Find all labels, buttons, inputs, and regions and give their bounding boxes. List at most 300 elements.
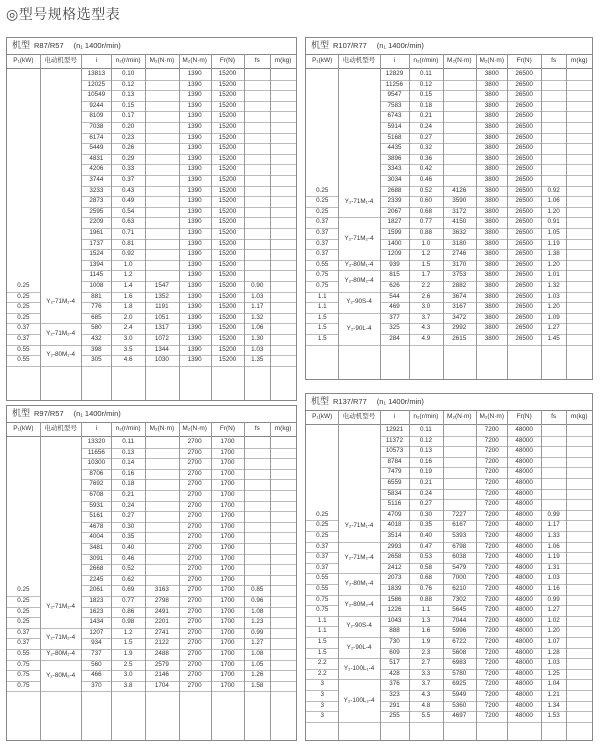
table-cell bbox=[566, 542, 592, 553]
table-cell: 1700 bbox=[220, 586, 235, 594]
table-cell: 26500 bbox=[515, 292, 533, 300]
table-cell: 1.5 bbox=[123, 639, 133, 647]
table-cell: 370 bbox=[91, 681, 102, 689]
column-divider bbox=[541, 410, 542, 740]
table-cell bbox=[244, 448, 270, 459]
table-cell bbox=[443, 143, 476, 154]
table-row bbox=[306, 467, 592, 478]
table-row bbox=[306, 111, 592, 122]
table-cell: 7200 bbox=[484, 500, 499, 508]
column-divider bbox=[380, 410, 381, 740]
table-cell: 15200 bbox=[218, 345, 237, 353]
table-cell bbox=[244, 270, 270, 281]
table-cell: 26500 bbox=[515, 271, 533, 279]
column-divider bbox=[211, 422, 212, 740]
table-cell: 2595 bbox=[89, 207, 104, 215]
table-cell: 15200 bbox=[218, 91, 237, 99]
table-cell: 15200 bbox=[218, 207, 237, 215]
motor-divider bbox=[338, 616, 379, 617]
column-header: i bbox=[95, 57, 98, 64]
table-cell: 1700 bbox=[220, 607, 235, 615]
table-cell bbox=[270, 617, 296, 628]
table-cell: 2992 bbox=[452, 324, 467, 332]
table-cell bbox=[443, 69, 476, 80]
table-row bbox=[7, 164, 296, 175]
table-cell: 2488 bbox=[154, 650, 169, 657]
table-cell: 12921 bbox=[385, 426, 404, 433]
table-cell bbox=[270, 660, 296, 671]
table-cell bbox=[7, 154, 40, 165]
table-cell: 1390 bbox=[187, 229, 202, 236]
table-row bbox=[7, 154, 296, 165]
column-headers bbox=[306, 410, 592, 425]
table-cell bbox=[566, 648, 592, 659]
table-cell: 3 bbox=[320, 712, 324, 720]
table-cell: 0.86 bbox=[122, 607, 135, 615]
column-divider bbox=[244, 422, 245, 740]
table-cell: 1.08 bbox=[251, 650, 264, 657]
table-cell: 0.37 bbox=[17, 628, 30, 636]
table-cell: 0.68 bbox=[419, 207, 433, 215]
table-cell: 0.11 bbox=[419, 426, 432, 433]
table-cell bbox=[566, 626, 592, 637]
table-cell: 1400 bbox=[387, 239, 402, 247]
table-cell: 5834 bbox=[387, 489, 402, 497]
table-cell: 1.20 bbox=[547, 627, 560, 635]
table-cell: 48000 bbox=[515, 701, 533, 709]
table-cell: 5608 bbox=[452, 648, 467, 656]
table-cell: 284 bbox=[389, 335, 400, 342]
table-cell: 10573 bbox=[385, 447, 404, 455]
table-row bbox=[306, 334, 592, 345]
column-divider bbox=[443, 54, 444, 379]
column-headers bbox=[306, 54, 592, 69]
table-cell: 3800 bbox=[484, 324, 499, 332]
table-cell bbox=[270, 281, 296, 292]
column-header: M₂(N·m) bbox=[447, 57, 472, 64]
table-cell: 1.04 bbox=[547, 680, 560, 688]
table-cell: 1390 bbox=[187, 112, 202, 120]
table-cell: 1700 bbox=[220, 438, 235, 445]
table-cell bbox=[7, 143, 40, 154]
table-cell: 7200 bbox=[484, 532, 499, 539]
column-header: M₂(N·m) bbox=[479, 413, 504, 420]
table-cell: 0.13 bbox=[122, 91, 135, 99]
table-cell: 7302 bbox=[452, 595, 467, 603]
table-cell: 0.35 bbox=[122, 533, 135, 541]
table-cell bbox=[270, 585, 296, 596]
table-cell bbox=[244, 143, 270, 154]
table-cell bbox=[270, 196, 296, 207]
table-cell: 1700 bbox=[220, 671, 235, 679]
row-divider bbox=[7, 366, 40, 367]
table-cell: 7200 bbox=[484, 680, 499, 688]
table-cell: 7583 bbox=[387, 101, 402, 109]
table-cell bbox=[566, 457, 592, 468]
table-r87 bbox=[6, 37, 297, 401]
motor-divider bbox=[338, 637, 379, 638]
table-cell: 48000 bbox=[515, 521, 533, 529]
table-cell: 1700 bbox=[220, 533, 235, 541]
table-cell: 3800 bbox=[484, 176, 499, 183]
column-header: M₂(N·m) bbox=[149, 57, 175, 64]
table-cell bbox=[270, 334, 296, 345]
table-row bbox=[7, 80, 296, 91]
table-cell: 0.37 bbox=[316, 239, 329, 247]
table-cell: 10300 bbox=[87, 459, 106, 467]
table-header bbox=[7, 38, 296, 55]
table-cell: 1390 bbox=[187, 133, 202, 141]
table-cell: 1700 bbox=[220, 448, 235, 456]
motor-divider bbox=[40, 628, 82, 629]
table-cell: 7200 bbox=[484, 627, 499, 635]
table-cell: 3674 bbox=[452, 292, 467, 300]
column-header: i bbox=[393, 413, 396, 420]
table-cell: 5168 bbox=[387, 133, 402, 141]
table-cell bbox=[566, 446, 592, 457]
table-cell: 15200 bbox=[218, 324, 237, 332]
table-cell bbox=[306, 143, 338, 154]
table-cell: 0.12 bbox=[419, 80, 433, 88]
table-cell bbox=[244, 186, 270, 197]
table-cell bbox=[566, 584, 592, 595]
table-cell bbox=[244, 469, 270, 480]
table-cell bbox=[566, 249, 592, 260]
table-cell: 0.29 bbox=[122, 154, 135, 162]
table-cell: 0.27 bbox=[419, 133, 433, 141]
table-cell: 4.6 bbox=[123, 356, 133, 364]
table-cell: 48000 bbox=[515, 542, 533, 550]
table-cell: 1.28 bbox=[547, 648, 560, 656]
table-cell: 5914 bbox=[387, 123, 402, 130]
table-cell bbox=[566, 217, 592, 228]
table-row bbox=[306, 531, 592, 542]
table-cell: 0.11 bbox=[419, 70, 432, 77]
column-header: fs bbox=[254, 57, 260, 64]
table-cell bbox=[244, 111, 270, 122]
column-divider bbox=[270, 422, 271, 740]
table-cell: 48000 bbox=[515, 574, 533, 582]
table-cell: 1.1 bbox=[317, 616, 327, 624]
table-cell: 934 bbox=[91, 639, 102, 647]
table-cell: 3800 bbox=[484, 335, 499, 342]
table-cell: 626 bbox=[389, 282, 400, 289]
table-row bbox=[306, 679, 592, 690]
table-cell bbox=[443, 133, 476, 144]
table-cell: 26500 bbox=[515, 176, 533, 183]
table-cell: 15200 bbox=[218, 154, 237, 162]
table-cell bbox=[443, 90, 476, 101]
table-cell: 1.26 bbox=[251, 671, 264, 679]
table-cell bbox=[145, 133, 179, 144]
table-cell: 0.63 bbox=[122, 218, 135, 226]
table-cell: 5996 bbox=[452, 627, 467, 635]
table-cell: 48000 bbox=[515, 532, 533, 539]
table-cell: 0.55 bbox=[17, 345, 30, 353]
table-cell: 1.20 bbox=[547, 207, 560, 215]
table-cell: 0.24 bbox=[122, 501, 135, 509]
table-cell: 12829 bbox=[385, 70, 404, 77]
table-cell: 4.9 bbox=[421, 335, 431, 342]
table-cell bbox=[244, 543, 270, 554]
table-body bbox=[306, 69, 592, 379]
table-row bbox=[7, 239, 296, 250]
table-cell: 0.40 bbox=[122, 544, 135, 551]
row-divider bbox=[81, 691, 296, 692]
table-cell bbox=[566, 669, 592, 680]
table-cell: 15200 bbox=[218, 112, 237, 120]
table-cell: 4206 bbox=[89, 165, 104, 173]
table-cell bbox=[541, 164, 567, 175]
column-divider bbox=[244, 54, 245, 400]
table-cell bbox=[7, 469, 40, 480]
table-cell: 3 bbox=[320, 701, 324, 709]
table-cell: 0.53 bbox=[419, 553, 433, 561]
table-cell: 0.15 bbox=[122, 101, 135, 109]
table-cell: 13813 bbox=[87, 70, 106, 77]
column-divider bbox=[145, 54, 146, 400]
table-cell: 26500 bbox=[515, 207, 533, 215]
motor-model: Y₂-71M₁-4 bbox=[46, 298, 75, 306]
table-cell: 0.35 bbox=[419, 521, 433, 529]
table-cell bbox=[270, 554, 296, 565]
table-cell bbox=[566, 302, 592, 313]
table-cell: 1390 bbox=[187, 324, 202, 332]
table-cell bbox=[270, 164, 296, 175]
table-cell: 5645 bbox=[452, 606, 467, 614]
table-cell: 0.25 bbox=[17, 618, 30, 626]
column-header: P₁(kW) bbox=[13, 425, 34, 432]
table-cell bbox=[145, 175, 179, 186]
table-cell bbox=[145, 543, 179, 554]
column-header: m(kg) bbox=[274, 425, 292, 432]
table-cell: 0.25 bbox=[316, 207, 329, 215]
table-cell: 3800 bbox=[484, 239, 499, 247]
table-cell bbox=[270, 313, 296, 324]
table-cell: 26500 bbox=[515, 335, 533, 342]
table-row bbox=[7, 437, 296, 448]
table-cell bbox=[7, 133, 40, 144]
table-cell bbox=[566, 573, 592, 584]
table-cell bbox=[7, 175, 40, 186]
table-cell: 11656 bbox=[87, 448, 105, 456]
table-cell: 323 bbox=[389, 691, 400, 698]
table-cell: 815 bbox=[389, 271, 400, 279]
table-cell: 48000 bbox=[515, 659, 533, 667]
table-cell bbox=[270, 133, 296, 144]
table-cell bbox=[7, 111, 40, 122]
table-cell: 1390 bbox=[187, 313, 202, 321]
table-cell: 255 bbox=[389, 712, 400, 720]
table-cell bbox=[541, 133, 567, 144]
table-cell: 1.25 bbox=[547, 669, 560, 677]
table-r107 bbox=[305, 37, 593, 380]
table-cell: 7200 bbox=[484, 659, 499, 667]
motor-model: Y₂-80M₂-4 bbox=[344, 601, 374, 609]
table-cell: 1030 bbox=[154, 356, 169, 364]
table-cell bbox=[306, 467, 338, 478]
table-cell: 15200 bbox=[218, 260, 237, 268]
table-cell: 15200 bbox=[218, 197, 237, 205]
table-cell bbox=[7, 164, 40, 175]
table-cell bbox=[566, 154, 592, 165]
table-cell: 2700 bbox=[187, 628, 202, 636]
row-divider bbox=[81, 366, 296, 367]
table-cell: 0.25 bbox=[316, 521, 329, 529]
table-cell: 2073 bbox=[387, 574, 402, 582]
table-cell: 1700 bbox=[220, 597, 235, 604]
column-header: M₂(N·m) bbox=[479, 57, 504, 64]
table-cell: 580 bbox=[91, 324, 102, 332]
table-cell: 5360 bbox=[452, 701, 467, 709]
table-cell: 0.36 bbox=[419, 154, 433, 162]
table-cell bbox=[270, 228, 296, 239]
table-row bbox=[306, 249, 592, 260]
column-divider bbox=[111, 54, 112, 400]
table-cell bbox=[7, 207, 40, 218]
table-cell: 1700 bbox=[220, 544, 235, 551]
table-cell bbox=[270, 479, 296, 490]
table-cell: 15200 bbox=[218, 250, 237, 258]
table-cell: 3.0 bbox=[123, 671, 133, 679]
table-cell bbox=[145, 532, 179, 543]
table-cell: 1.03 bbox=[547, 574, 560, 582]
table-cell bbox=[244, 260, 270, 271]
table-cell: 0.92 bbox=[547, 186, 560, 194]
table-cell: 1.2 bbox=[421, 250, 431, 258]
table-row bbox=[7, 196, 296, 207]
table-cell bbox=[270, 175, 296, 186]
table-cell: 1.05 bbox=[251, 660, 264, 668]
table-cell: 0.52 bbox=[122, 565, 135, 573]
table-cell: 1390 bbox=[187, 345, 202, 353]
table-cell: 1547 bbox=[154, 282, 169, 289]
table-cell: 0.27 bbox=[122, 512, 135, 520]
table-cell: 7479 bbox=[387, 468, 402, 476]
column-header: i bbox=[393, 57, 396, 64]
table-cell: 2741 bbox=[154, 628, 169, 636]
table-row bbox=[7, 207, 296, 218]
table-cell: 1390 bbox=[187, 197, 202, 205]
table-cell: 2700 bbox=[187, 512, 202, 520]
row-divider bbox=[380, 345, 592, 346]
column-header: n₂(r/min) bbox=[115, 57, 141, 64]
table-cell: 2700 bbox=[187, 469, 202, 477]
table-cell bbox=[443, 164, 476, 175]
table-cell: 1700 bbox=[220, 618, 235, 626]
table-cell: 7227 bbox=[452, 510, 467, 518]
table-cell: 1.0 bbox=[123, 260, 133, 268]
motor-model: Y₂-90S-4 bbox=[346, 622, 372, 630]
table-cell bbox=[566, 436, 592, 447]
column-divider bbox=[179, 54, 180, 400]
table-cell: 6038 bbox=[452, 553, 467, 561]
table-cell: 0.37 bbox=[17, 335, 30, 342]
table-cell: 3800 bbox=[484, 144, 499, 152]
table-cell: 1390 bbox=[187, 239, 202, 247]
table-cell: 0.37 bbox=[316, 542, 329, 550]
table-cell: 1317 bbox=[154, 324, 169, 332]
table-cell bbox=[145, 196, 179, 207]
table-cell: 1599 bbox=[387, 229, 402, 236]
table-cell bbox=[145, 80, 179, 91]
table-cell: 2.3 bbox=[421, 648, 431, 656]
table-cell bbox=[566, 595, 592, 606]
table-cell: 0.43 bbox=[122, 186, 135, 194]
table-cell: 3800 bbox=[484, 91, 499, 99]
table-cell: 1.23 bbox=[251, 618, 264, 626]
table-cell: 2700 bbox=[187, 639, 202, 647]
table-cell bbox=[541, 154, 567, 165]
table-cell: 4.3 bbox=[421, 691, 431, 698]
table-cell: 1.8 bbox=[123, 303, 133, 311]
table-cell: 7200 bbox=[484, 585, 499, 592]
table-cell bbox=[443, 122, 476, 133]
table-cell: 3800 bbox=[484, 292, 499, 300]
table-row bbox=[7, 101, 296, 112]
column-divider bbox=[380, 54, 381, 379]
table-cell bbox=[566, 313, 592, 324]
table-cell: 0.75 bbox=[17, 671, 30, 679]
table-cell bbox=[541, 69, 567, 80]
table-cell: 3.0 bbox=[123, 335, 133, 342]
table-cell: 0.18 bbox=[419, 101, 433, 109]
table-cell: 1390 bbox=[187, 165, 202, 173]
table-cell: 10549 bbox=[87, 91, 106, 99]
motor-model: Y₂-100L₂-4 bbox=[343, 696, 375, 704]
table-cell: 15200 bbox=[218, 176, 237, 183]
table-cell: 888 bbox=[389, 627, 400, 635]
table-cell bbox=[541, 122, 567, 133]
table-cell: 3800 bbox=[484, 186, 499, 194]
table-cell: 0.14 bbox=[122, 459, 135, 467]
table-cell: 4435 bbox=[387, 144, 402, 152]
table-cell bbox=[7, 217, 40, 228]
table-row bbox=[7, 228, 296, 239]
table-cell: 26500 bbox=[515, 101, 533, 109]
table-header bbox=[306, 394, 592, 411]
table-cell: 1.38 bbox=[547, 250, 560, 258]
table-cell bbox=[270, 302, 296, 313]
motor-divider bbox=[338, 679, 379, 680]
table-cell: 2122 bbox=[154, 639, 169, 647]
table-cell: 3800 bbox=[484, 229, 499, 236]
table-cell: 7200 bbox=[484, 479, 499, 486]
table-row bbox=[306, 478, 592, 489]
table-cell bbox=[270, 101, 296, 112]
table-cell: 730 bbox=[389, 638, 400, 645]
table-r97 bbox=[6, 405, 297, 741]
table-cell: 7200 bbox=[484, 489, 499, 497]
table-cell: 2993 bbox=[387, 542, 402, 550]
table-cell: 2700 bbox=[187, 480, 202, 488]
table-row bbox=[306, 499, 592, 510]
table-cell: 1390 bbox=[187, 260, 202, 268]
table-cell: 3091 bbox=[89, 554, 104, 562]
table-cell bbox=[244, 249, 270, 260]
table-cell: 2700 bbox=[187, 597, 202, 604]
table-cell: 15200 bbox=[218, 123, 237, 130]
table-cell bbox=[566, 489, 592, 500]
table-cell: 1704 bbox=[154, 681, 169, 689]
table-cell: 48000 bbox=[515, 585, 533, 592]
table-cell: 13320 bbox=[87, 438, 106, 445]
table-cell: 2.6 bbox=[421, 292, 431, 300]
table-cell: 26500 bbox=[515, 250, 533, 258]
table-cell: 1390 bbox=[187, 101, 202, 109]
table-cell bbox=[566, 186, 592, 197]
table-cell: 0.17 bbox=[122, 112, 135, 120]
